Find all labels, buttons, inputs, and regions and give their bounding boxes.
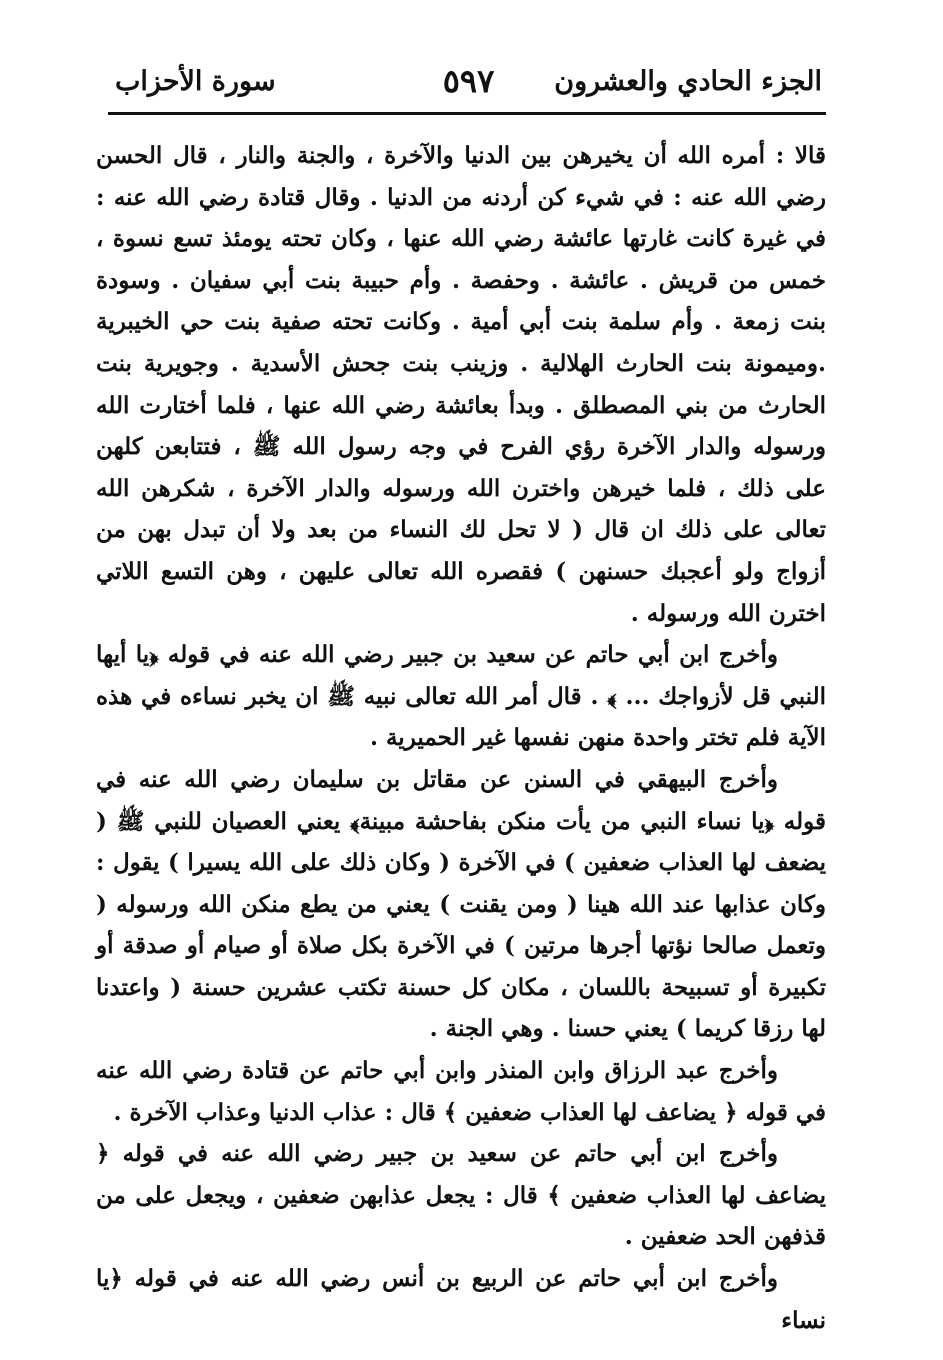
paragraph: قالا : أمره الله أن يخيرهن بين الدنيا والآخرة ، والجنة والنار ، قال الحسن رضي الله عنه : في شيء كن أردنه من الدنيا . وقال قتادة رضي الله عنه : في غيرة كانت غارتها عائشة رضي الله عنها ، وكان تحته يومئذ تسع نسوة ، خمس من قريش . عائشة . وحفصة . وأم حبيبة بنت أبي سفيان . وسودة بنت زمعة . وأم سلمة بنت أبي أمية . وكانت تحته صفية بنت حي الخيبرية .وميمونة بنت الحارث الهلالية . وزينب بنت جحش الأسدية . وجويرية بنت الحارث من بني المصطلق . وبدأ بعائشة رضي الله عنها ، فلما أختارت الله ورسوله والدار الآخرة رؤي الفرح في وجه رسول الله ﷺ ، فتتابعن كلهن على ذلك ، فلما خيرهن واخترن الله ورسوله والدار الآخرة ، شكرهن الله تعالى على ذلك ان قال ( لا تحل لك النساء من بعد ولا أن تبدل بهن من أزواج ولو أعجبك حسنهن ) فقصره الله تعالى عليهن ، وهن التسع اللاتي اخترن الله ورسوله . <box>96 142 826 627</box>
paragraph: وأخرج عبد الرزاق وابن المنذر وابن أبي حاتم عن قتادة رضي الله عنه في قوله ﴿ يضاعف لها العذاب ضعفين ﴾ قال : عذاب الدنيا وعذاب الآخرة . <box>96 1057 826 1126</box>
paragraph: وأخرج ابن أبي حاتم عن سعيد بن جبير رضي الله عنه في قوله ﴿يا أيها النبي قل لأزواجك ... ﴾ . قال أمر الله تعالى نبيه ﷺ ان يخبر نساءه في هذه الآية فلم تختر واحدة منهن نفسها غير الحميرية . <box>96 641 826 752</box>
paragraph: وأخرج البيهقي في السنن عن مقاتل بن سليمان رضي الله عنه في قوله ﴿يا نساء النبي من يأت منكن بفاحشة مبينة﴾ يعني العصيان للنبي ﷺ ( يضعف لها العذاب ضعفين ) في الآخرة ( وكان ذلك على الله يسيرا ) يقول : وكان عذابها عند الله هينا ( ومن يقنت ) يعني من يطع منكن الله ورسوله ( وتعمل صالحا نؤتها أجرها مرتين ) في الآخرة بكل صلاة أو صيام أو صدقة أو تكبيرة أو تسبيحة باللسان ، مكان كل حسنة تكتب عشرين حسنة ( واعتدنا لها رزقا كريما ) يعني حسنا . وهي الجنة . <box>96 765 826 1043</box>
page-header <box>115 62 822 102</box>
page-number: ٥٩٧ <box>442 62 495 100</box>
page-body <box>96 135 826 1341</box>
running-head-surah: سورة الأحزاب <box>115 66 276 97</box>
paragraph: وأخرج ابن أبي حاتم عن الربيع بن أنس رضي الله عنه في قوله ﴿يا نساء <box>96 1265 826 1334</box>
header-divider <box>108 112 826 115</box>
running-head-part: الجزء الحادي والعشرون <box>554 66 822 97</box>
paragraph: وأخرج ابن أبي حاتم عن سعيد بن جبير رضي الله عنه في قوله ﴿ يضاعف لها العذاب ضعفين ﴾ قال : يجعل عذابهن ضعفين ، ويجعل على من قذفهن الحد ضعفين . <box>96 1140 826 1251</box>
